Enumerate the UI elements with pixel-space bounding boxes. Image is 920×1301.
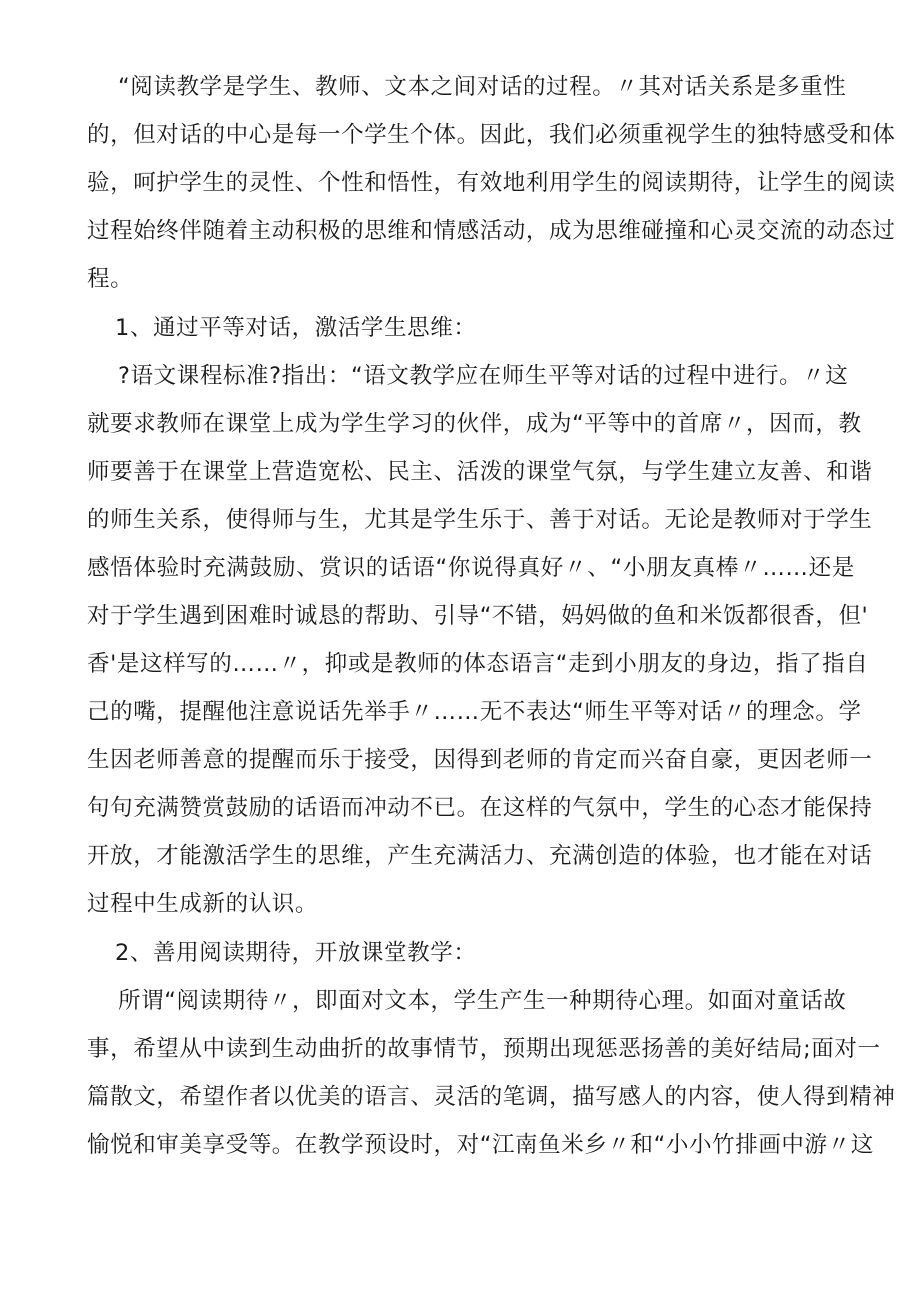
paragraph-3-line-2: 事，希望从中读到生动曲折的故事情节，预期出现惩恶扬善的美好结局;面对一 [87, 1036, 881, 1062]
paragraph-1-line-2: 的，但对话的中心是每一个学生个体。因此，我们必须重视学生的独特感受和体 [87, 122, 896, 148]
paragraph-2-line-1: ?语文课程标准?指出：“语文教学应在师生平等对话的过程中进行。〃这 [118, 363, 849, 389]
paragraph-3-line-4: 愉悦和审美享受等。在教学预设时，对“江南鱼米乡〃和“小小竹排画中游〃这 [87, 1132, 874, 1158]
paragraph-3-line-3: 篇散文，希望作者以优美的语言、灵活的笔调，描写感人的内容，使人得到精神 [87, 1084, 896, 1110]
paragraph-2-line-5: 感悟体验时充满鼓励、赏识的话语“你说得真好〃、“小朋友真棒〃……还是 [87, 555, 855, 581]
paragraph-2-line-11: 开放，才能激活学生的思维，产生充满活力、充满创造的体验，也才能在对话 [87, 843, 873, 869]
paragraph-2-line-6: 对于学生遇到困难时诚恳的帮助、引导“不错，妈妈做的鱼和米饭都很香，但' [87, 603, 869, 629]
paragraph-2-line-10: 句句充满赞赏鼓励的话语而冲动不已。在这样的气氛中，学生的心态才能保持 [87, 795, 873, 821]
section-heading-2: 2、善用阅读期待，开放课堂教学： [115, 940, 477, 966]
paragraph-1-line-5: 程。 [87, 266, 134, 292]
paragraph-2-line-8: 己的嘴，提醒他注意说话先举手〃……无不表达“师生平等对话〃的理念。学 [87, 699, 862, 725]
paragraph-3-line-1: 所谓“阅读期待〃，即面对文本，学生产生一种期待心理。如面对童话故 [118, 988, 847, 1014]
section-heading-1: 1、通过平等对话，激活学生思维： [115, 315, 477, 341]
paragraph-2-line-12: 过程中生成新的认识。 [87, 891, 319, 917]
paragraph-2-line-9: 生因老师善意的提醒而乐于接受，因得到老师的肯定而兴奋自豪，更因老师一 [87, 747, 873, 773]
paragraph-1-line-4: 过程始终伴随着主动积极的思维和情感活动，成为思维碰撞和心灵交流的动态过 [87, 218, 896, 244]
paragraph-2-line-4: 的师生关系，使得师与生，尤其是学生乐于、善于对话。无论是教师对于学生 [87, 507, 873, 533]
paragraph-1-line-1: “阅读教学是学生、教师、文本之间对话的过程。〃其对话关系是多重性 [118, 74, 847, 100]
paragraph-2-line-2: 就要求教师在课堂上成为学生学习的伙伴，成为“平等中的首席〃，因而，教 [87, 411, 862, 437]
paragraph-1-line-3: 验，呵护学生的灵性、个性和悟性，有效地利用学生的阅读期待，让学生的阅读 [87, 170, 896, 196]
paragraph-2-line-7: 香'是这样写的……〃，抑或是教师的体态语言“走到小朋友的身边，指了指自 [87, 651, 869, 677]
paragraph-2-line-3: 师要善于在课堂上营造宽松、民主、活泼的课堂气氛，与学生建立友善、和谐 [87, 459, 873, 485]
